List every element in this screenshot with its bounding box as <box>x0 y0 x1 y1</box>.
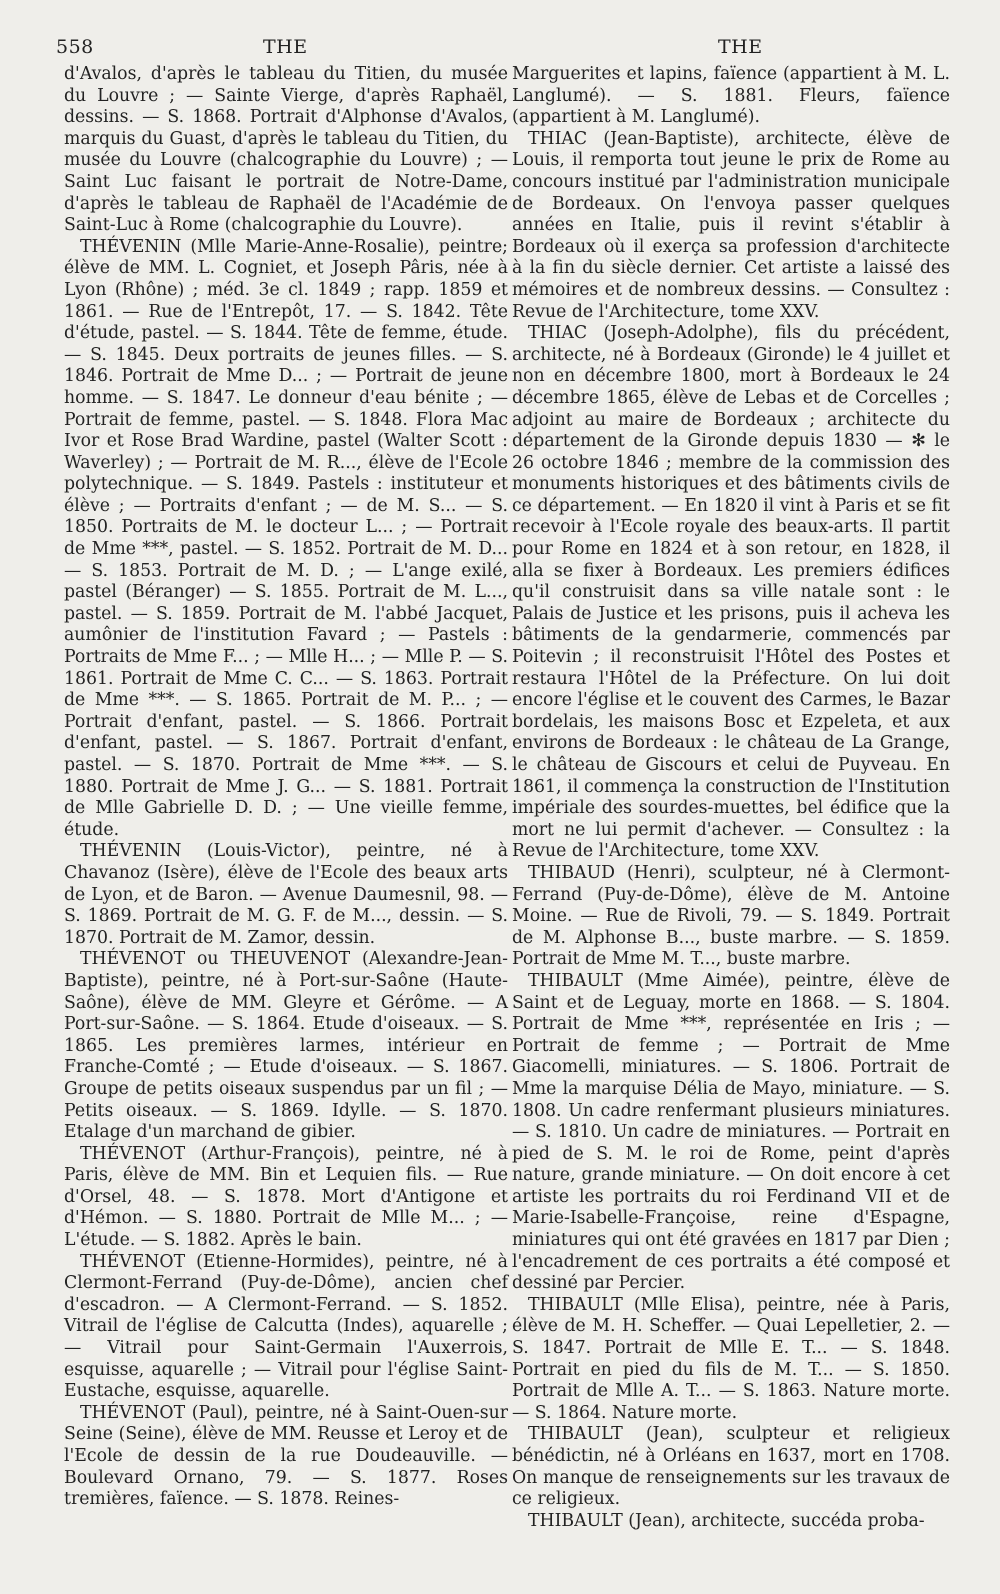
entry-thibault-aimee: THIBAULT (Mme Aimée), peintre, élève de Saint et de Leguay, morte en 1868. — S. 1804. Portrait de Mme ***, représentée en Iris ; — Portrait de femme ; — Portrait de Mme Giacomelli, miniatures. — S. 1806. Portrait de Mme la marquise Délia de Mayo, miniature. — S. 1808. Un cadre renfermant plusieurs miniatures. — S. 1810. Un cadre de miniatures. — Portrait en pied de S. M. le roi de Rome, peint d'après nature, grande miniature. — On doit encore à cet artiste les portraits du roi Ferdinand VII et de Marie-Isabelle-Françoise, reine d'Espagne, miniatures qui ont été gravées en 1817 par Dien ; l'encadrement de ces portraits a été composé et dessiné par Percier. <box>512 970 950 1294</box>
page-number: 558 <box>56 36 94 58</box>
entry-thevenin-louis-victor: THÉVENIN (Louis-Victor), peintre, né à Chavanoz (Isère), élève de l'Ecole des beaux arts de Lyon, et de Baron. — Avenue Daumesnil, 98. — S. 1869. Portrait de M. G. F. de M..., dessin. — S. 1870. Portrait de M. Zamor, dessin. <box>64 841 508 948</box>
right-column <box>512 64 950 1532</box>
entry-continuation-right: Marguerites et lapins, faïence (appartient à M. L. Langlumé). — S. 1881. Fleurs, faïence (appartient à M. Langlumé). <box>512 64 950 128</box>
entry-continuation: d'Avalos, d'après le tableau du Titien, du musée du Louvre ; — Sainte Vierge, d'après Raphaël, dessins. — S. 1868. Portrait d'Alphonse d'Avalos, marquis du Guast, d'après le tableau du Titien, du musée du Louvre (chalcographie du Louvre) ; — Saint Luc faisant le portrait de Notre-Dame, d'après le tableau de Raphaël de l'Académie de Saint-Luc à Rome (chalcographie du Louvre). <box>64 64 508 236</box>
running-head-right: THE <box>718 36 763 58</box>
entry-thiac-joseph-adolphe: THIAC (Joseph-Adolphe), fils du précédent, architecte, né à Bordeaux (Gironde) le 4 juillet et non en décembre 1800, mort à Bordeaux le 24 décembre 1865, élève de Lebas et de Corcelles ; adjoint au maire de Bordeaux ; architecte du département de la Gironde depuis 1830 — ✻ le 26 octobre 1846 ; membre de la commission des monuments historiques et des bâtiments civils de ce département. — En 1820 il vint à Paris et se fit recevoir à l'Ecole royale des beaux-arts. Il partit pour Rome en 1824 et à son retour, en 1828, il alla se fixer à Bordeaux. Les premiers édifices qu'il construisit dans sa ville natale sont : le Palais de Justice et les prisons, puis il acheva les bâtiments de la gendarmerie, commencés par Poitevin ; il reconstruisit l'Hôtel des Postes et restaura l'Hôtel de la Préfecture. On lui doit encore l'église et le couvent des Carmes, le Bazar bordelais, les maisons Bosc et Ezpeleta, et aux environs de Bordeaux : le château de La Grange, le château de Giscours et celui de Puyveau. En 1861, il commença la construction de l'Institution impériale des sourdes-muettes, bel édifice que la mort ne lui permit d'achever. — Consultez : la Revue de l'Architecture, tome XXV. <box>512 323 950 862</box>
entry-thibault-elisa: THIBAULT (Mlle Elisa), peintre, née à Paris, élève de M. H. Scheffer. — Quai Lepelletier, 2. — S. 1847. Portrait de Mlle E. T... — S. 1848. Portrait en pied du fils de M. T... — S. 1850. Portrait de Mlle A. T... — S. 1863. Nature morte. — S. 1864. Nature morte. <box>512 1294 950 1423</box>
entry-thevenot-arthur: THÉVENOT (Arthur-François), peintre, né à Paris, élève de MM. Bin et Lequien fils. — Rue d'Orsel, 48. — S. 1878. Mort d'Antigone et d'Hémon. — S. 1880. Portrait de Mlle M... ; — L'étude. — S. 1882. Après le bain. <box>64 1143 508 1251</box>
entry-thevenot-paul: THÉVENOT (Paul), peintre, né à Saint-Ouen-sur Seine (Seine), élève de MM. Reusse et Leroy et de l'Ecole de dessin de la rue Doudeauville. — Boulevard Ornano, 79. — S. 1877. Roses tremières, faïence. — S. 1878. Reines- <box>64 1402 508 1510</box>
entry-thevenot-alexandre: THÉVENOT ou THEUVENOT (Alexandre-Jean-Baptiste), peintre, né à Port-sur-Saône (Haute-Saône), élève de MM. Gleyre et Gérôme. — A Port-sur-Saône. — S. 1864. Etude d'oiseaux. — S. 1865. Les premières larmes, intérieur en Franche-Comté ; — Etude d'oiseaux. — S. 1867. Groupe de petits oiseaux suspendus par un fil ; — Petits oiseaux. — S. 1869. Idylle. — S. 1870. Etalage d'un marchand de gibier. <box>64 949 508 1143</box>
entry-thevenin-marie-anne-rosalie: THÉVENIN (Mlle Marie-Anne-Rosalie), peintre; élève de MM. L. Cogniet, et Joseph Pâris, née à Lyon (Rhône) ; méd. 3e cl. 1849 ; rapp. 1859 et 1861. — Rue de l'Entrepôt, 17. — S. 1842. Tête d'étude, pastel. — S. 1844. Tête de femme, étude. — S. 1845. Deux portraits de jeunes filles. — S. 1846. Portrait de Mme D... ; — Portrait de jeune homme. — S. 1847. Le donneur d'eau bénite ; — Portrait de femme, pastel. — S. 1848. Flora Mac Ivor et Rose Brad Wardine, pastel (Walter Scott : Waverley) ; — Portrait de M. R..., élève de l'Ecole polytechnique. — S. 1849. Pastels : instituteur et élève ; — Portraits d'enfant ; — de M. S... — S. 1850. Portraits de M. le docteur L... ; — Portrait de Mme ***, pastel. — S. 1852. Portrait de M. D... — S. 1853. Portrait de M. D. ; — L'ange exilé, pastel (Béranger) — S. 1855. Portrait de M. L..., pastel. — S. 1859. Portrait de M. l'abbé Jacquet, aumônier de l'institution Favard ; — Pastels : Portraits de Mme F... ; — Mlle H... ; — Mlle P. — S. 1861. Portrait de Mme C. C... — S. 1863. Portrait de Mme ***. — S. 1865. Portrait de M. P... ; — Portrait d'enfant, pastel. — S. 1866. Portrait d'enfant, pastel. — S. 1867. Portrait d'enfant, pastel. — S. 1870. Portrait de Mme ***. — S. 1880. Portrait de Mme J. G... — S. 1881. Portrait de Mlle Gabrielle D. D. ; — Une vieille femme, étude. <box>64 236 508 840</box>
entry-thibault-jean-architecte: THIBAULT (Jean), architecte, succéda proba- <box>528 1510 925 1531</box>
entry-thibault-jean-sculpteur: THIBAULT (Jean), sculpteur et religieux bénédictin, né à Orléans en 1637, mort en 1708. On manque de renseignements sur les travaux de ce religieux. <box>512 1424 950 1510</box>
left-column <box>64 64 508 1511</box>
entry-thibaud-henri: THIBAUD (Henri), sculpteur, né à Clermont-Ferrand (Puy-de-Dôme), élève de M. Antoine Moine. — Rue de Rivoli, 79. — S. 1849. Portrait de M. Alphonse B..., buste marbre. — S. 1859. Portrait de Mme M. T..., buste marbre. <box>512 862 950 970</box>
entry-thevenot-etienne: THÉVENOT (Etienne-Hormides), peintre, né à Clermont-Ferrand (Puy-de-Dôme), ancien chef d'escadron. — A Clermont-Ferrand. — S. 1852. Vitrail de l'église de Calcutta (Indes), aquarelle ; — Vitrail pour Saint-Germain l'Auxerrois, esquisse, aquarelle ; — Vitrail pour l'église Saint-Eustache, esquisse, aquarelle. <box>64 1251 508 1402</box>
running-head-left: THE <box>263 36 308 58</box>
entry-thiac-jean-baptiste: THIAC (Jean-Baptiste), architecte, élève de Louis, il remporta tout jeune le prix de Rome au concours institué par l'administration municipale de Bordeaux. On l'envoya passer quelques années en Italie, puis il revint s'établir à Bordeaux où il exerça sa profession d'architecte à la fin du siècle dernier. Cet artiste a laissé des mémoires et de nombreux dessins. — Consultez : Revue de l'Architecture, tome XXV. <box>512 128 950 322</box>
